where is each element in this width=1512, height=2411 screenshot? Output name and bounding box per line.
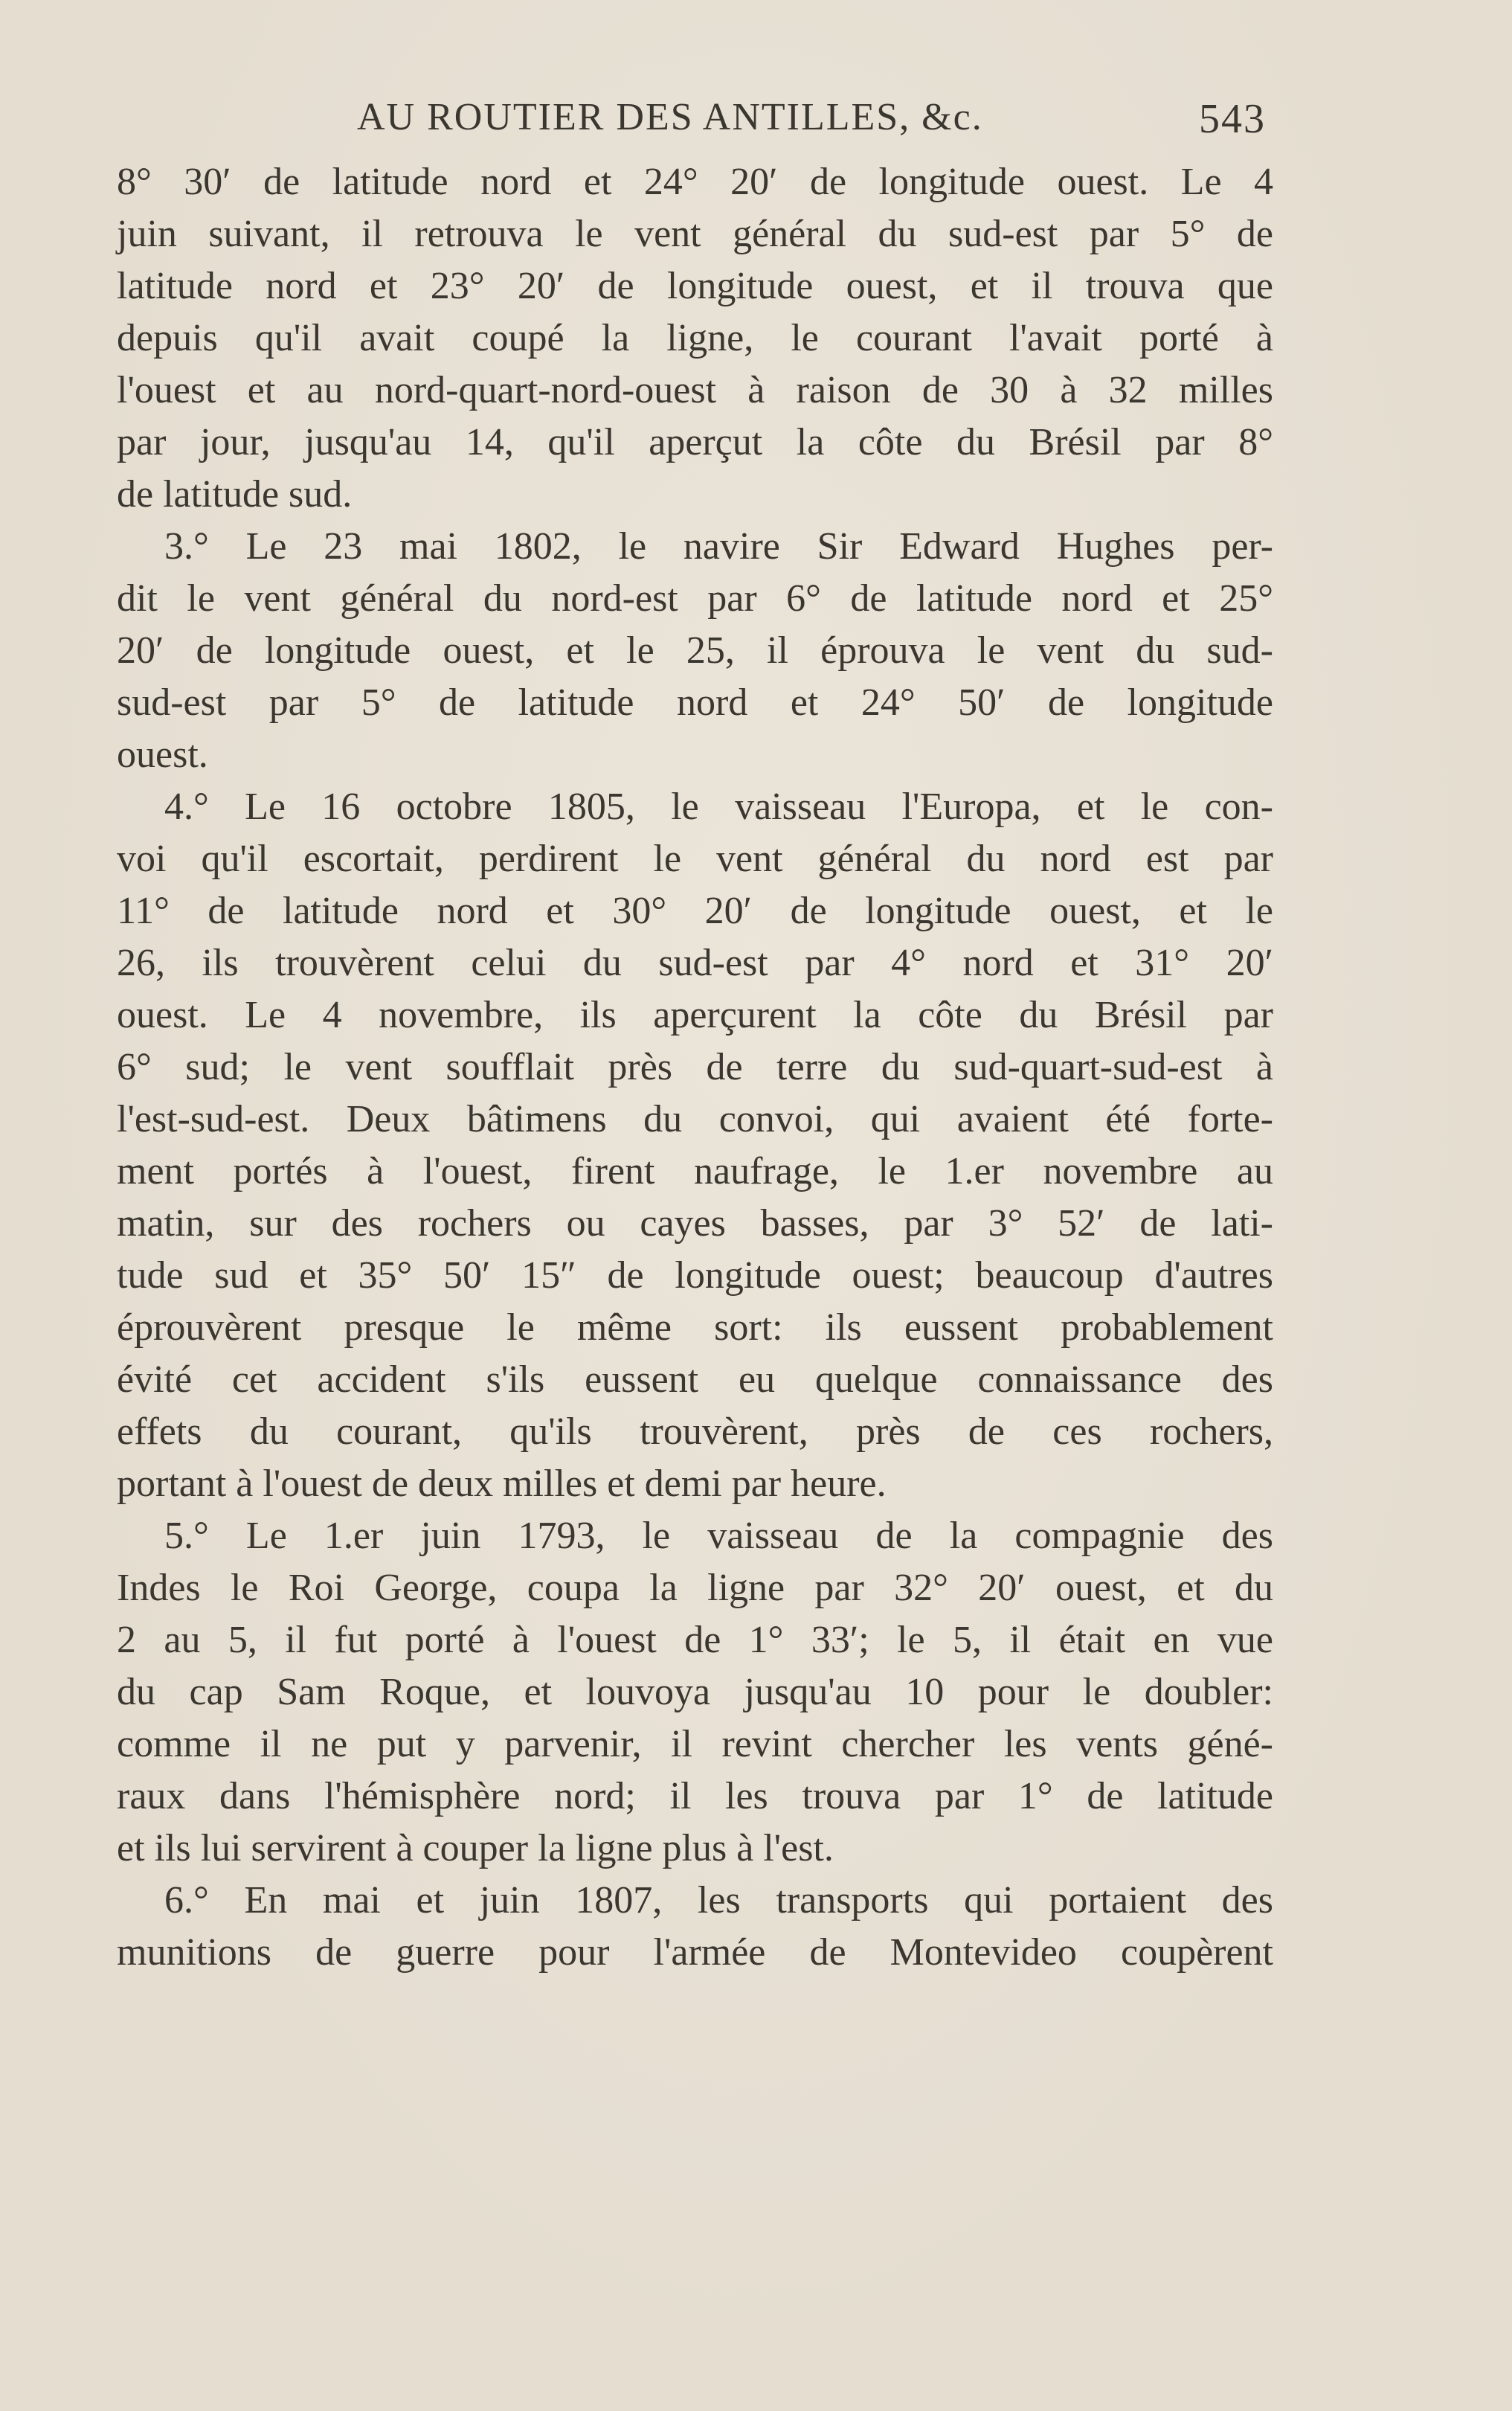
text-line: sud-est par 5° de latitude nord et 24° 50′ de longitude	[117, 681, 1273, 724]
text-line: éprouvèrent presque le même sort: ils eussent probablement	[117, 1306, 1273, 1349]
text-line: 2 au 5, il fut porté à l'ouest de 1° 33′; le 5, il était en vue	[117, 1619, 1273, 1661]
text-line: Indes le Roi George, coupa la ligne par 32° 20′ ouest, et du	[117, 1567, 1273, 1609]
page-number: 543	[1199, 96, 1266, 142]
running-title: AU ROUTIER DES ANTILLES, &c.	[357, 96, 983, 138]
text-line: 11° de latitude nord et 30° 20′ de longitude ouest, et le	[117, 890, 1273, 932]
text-line: munitions de guerre pour l'armée de Montevideo coupèrent	[117, 1931, 1273, 1974]
text-line: 8° 30′ de latitude nord et 24° 20′ de longitude ouest. Le 4	[117, 161, 1273, 203]
text-line: comme il ne put y parvenir, il revint chercher les vents géné-	[117, 1723, 1273, 1765]
text-line: dit le vent général du nord-est par 6° de latitude nord et 25°	[117, 577, 1273, 620]
text-line: et ils lui servirent à couper la ligne plus à l'est.	[117, 1827, 834, 1869]
text-line: 6° sud; le vent soufflait près de terre du sud-quart-sud-est à	[117, 1046, 1273, 1088]
text-line: l'est-sud-est. Deux bâtimens du convoi, qui avaient été forte-	[117, 1098, 1273, 1140]
text-line: évité cet accident s'ils eussent eu quelque connaissance des	[117, 1358, 1273, 1401]
page-header	[357, 95, 1266, 152]
text-line: 5.° Le 1.er juin 1793, le vaisseau de la compagnie des	[164, 1515, 1273, 1557]
text-line: matin, sur des rochers ou cayes basses, par 3° 52′ de lati-	[117, 1202, 1273, 1245]
text-line: voi qu'il escortait, perdirent le vent général du nord est par	[117, 838, 1273, 880]
text-line: du cap Sam Roque, et louvoya jusqu'au 10 pour le doubler:	[117, 1671, 1273, 1713]
text-line: 6.° En mai et juin 1807, les transports qui portaient des	[164, 1879, 1273, 1922]
text-line: ment portés à l'ouest, firent naufrage, le 1.er novembre au	[117, 1150, 1273, 1192]
text-line: effets du courant, qu'ils trouvèrent, près de ces rochers,	[117, 1410, 1273, 1453]
text-line: de latitude sud.	[117, 473, 353, 516]
text-line: 4.° Le 16 octobre 1805, le vaisseau l'Europa, et le con-	[164, 786, 1273, 828]
text-line: ouest. Le 4 novembre, ils aperçurent la côte du Brésil par	[117, 994, 1273, 1036]
body-text	[117, 156, 1273, 1979]
text-line: raux dans l'hémisphère nord; il les trouva par 1° de latitude	[117, 1775, 1273, 1817]
text-line: juin suivant, il retrouva le vent général du sud-est par 5° de	[117, 213, 1273, 255]
text-line: 20′ de longitude ouest, et le 25, il éprouva le vent du sud-	[117, 629, 1273, 672]
text-line: tude sud et 35° 50′ 15″ de longitude ouest; beaucoup d'autres	[117, 1254, 1273, 1297]
text-line: par jour, jusqu'au 14, qu'il aperçut la côte du Brésil par 8°	[117, 421, 1273, 463]
text-line: l'ouest et au nord-quart-nord-ouest à raison de 30 à 32 milles	[117, 369, 1273, 411]
text-line: portant à l'ouest de deux milles et demi par heure.	[117, 1463, 887, 1505]
text-line: 3.° Le 23 mai 1802, le navire Sir Edward Hughes per-	[164, 525, 1273, 568]
text-line: depuis qu'il avait coupé la ligne, le courant l'avait porté à	[117, 317, 1273, 359]
text-line: latitude nord et 23° 20′ de longitude ouest, et il trouva que	[117, 265, 1273, 307]
text-line: ouest.	[117, 733, 208, 776]
text-line: 26, ils trouvèrent celui du sud-est par 4° nord et 31° 20′	[117, 942, 1273, 984]
